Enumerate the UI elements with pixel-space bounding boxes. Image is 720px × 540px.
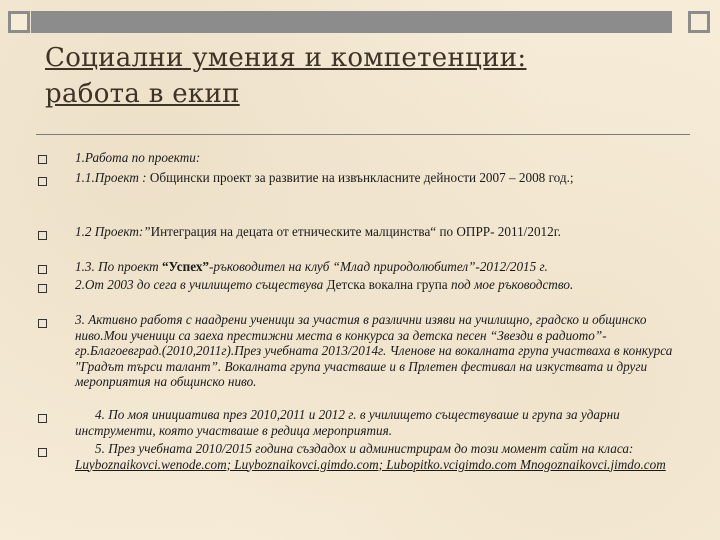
bullet-square-icon [38,319,47,328]
bullet-square-icon [38,155,47,164]
title-line-1: Социални умения и компетенции: [45,43,527,73]
bullet-square-icon [38,265,47,274]
list-item-2: 1.1.Проект : Общински проект за развитие на извънкласните дейности 2007 – 2008 год.; [75,170,574,185]
list-item-4: 1.3. По проект “Успех”-ръководител на клуб “Млад природолюбител”-2012/2015 г. [75,259,548,274]
bullet-square-icon [38,177,47,186]
list-item-3: 1.2 Проект:”Интеграция на децата от етническите малцинства“ по ОПРР- 2011/2012г. [75,224,561,239]
title-divider [36,134,690,135]
list-item-8: 5. През учебната 2010/2015 година създадох и администрирам до този момент сайт на класа: Luyboznaikovci.wenode.com; Luyboznaikovci.gimdo.com; Lubopitko.vcigimdo.com Mnogoznaikovci.jimdo.com [75,441,666,472]
bullet-square-icon [38,284,47,293]
list-item-1: 1.Работа по проекти: [75,150,201,165]
list-item-5: 2.От 2003 до сега в училището съществува Детска вокална група под мое ръководство. [75,277,574,292]
corner-decoration-left [8,11,30,33]
class-website-links[interactable]: Luyboznaikovci.wenode.com; Luyboznaikovci.gimdo.com; Lubopitko.vcigimdo.com Mnogoznaikovci.jimdo.com [75,456,666,472]
list-item-6: 3. Активно работя с наадрени ученици за участия в различни изяви на училищно, градско и общинско ниво.Мои ученици са заеха престижни места в конкурса за детска песен “Звезди в радиото”-гр.Благоевград.(2010,2011г).През учебната 2013/2014г. Членове на вокалната група участваха в конкурса "Градът търси талант”. Вокалната група участваше и в Прлетен фестивал на изкуствата и други мероприятия на общинско ниво. [75,312,673,389]
slide-title [45,40,665,112]
top-decorative-bar [31,11,672,33]
title-line-2: работа в екип [45,79,240,109]
list-item-7: 4. По моя инициатива през 2010,2011 и 2012 г. в училището съществуваше и група за ударни инструменти, която участваше в редица мероприятия. [75,407,620,438]
corner-decoration-right [688,11,710,33]
bullet-square-icon [38,448,47,457]
bullet-square-icon [38,414,47,423]
bullet-square-icon [38,231,47,240]
